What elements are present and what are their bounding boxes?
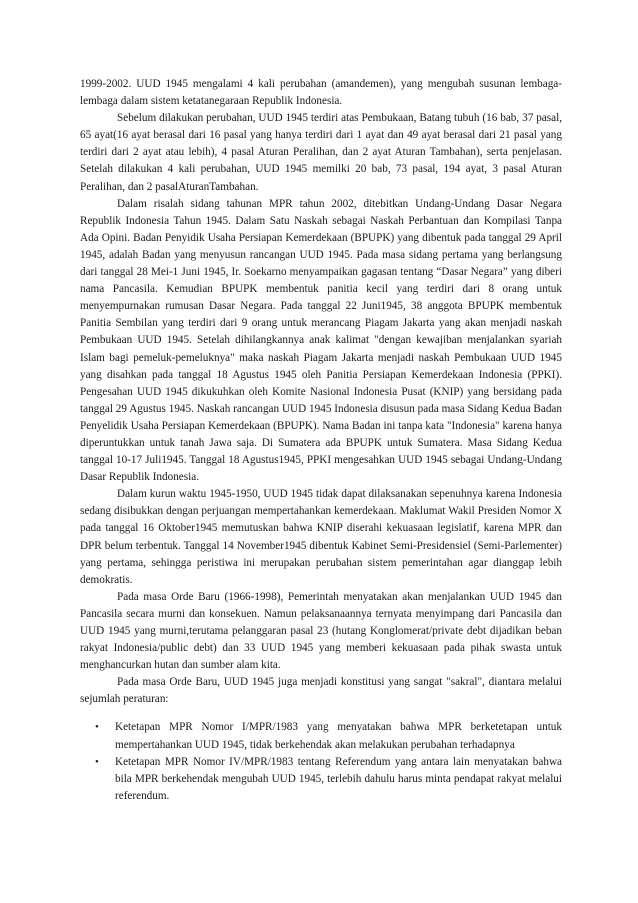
list-item-text: Ketetapan MPR Nomor IV/MPR/1983 tentang Referendum yang antara lain menyatakan bahwa bila MPR berkehendak mengubah UUD 1945, terlebih dahulu harus minta pendapat rakyat melalui referendum. <box>115 755 562 802</box>
paragraph-risalah-sidang: Dalam risalah sidang tahunan MPR tahun 2002, ditebitkan Undang-Undang Dasar Negara Republik Indonesia Tahun 1945. Dalam Satu Naskah sebagai Naskah Perbantuan dan Kompilasi Tanpa Ada Opini. Badan Penyidik Usaha Persiapan Kemerdekaan (BPUPK) yang dibentuk pada tanggal 29 April 1945, adalah Badan yang menyusun rancangan UUD 1945. Pada masa sidang pertama yang berlangsung dari tanggal 28 Mei-1 Juni 1945, Ir. Soekarno menyampaikan gagasan tentang “Dasar Negara” yang diberi nama Pancasila. Kemudian BPUPK membentuk panitia kecil yang terdiri dari 8 orang untuk menyempurnakan rumusan Dasar Negara. Pada tanggal 22 Juni1945, 38 anggota BPUPK membentuk Panitia Sembilan yang terdiri dari 9 orang untuk merancang Piagam Jakarta yang akan menjadi naskah Pembukaan UUD 1945. Setelah dihilangkannya anak kalimat "dengan kewajiban menjalankan syariah Islam bagi pemeluk-pemeluknya" maka naskah Piagam Jakarta menjadi naskah Pembukaan UUD 1945 yang disahkan pada tanggal 18 Agustus 1945 oleh Panitia Persiapan Kemerdekaan Indonesia (PPKI). Pengesahan UUD 1945 dikukuhkan oleh Komite Nasional Indonesia Pusat (KNIP) yang bersidang pada tanggal 29 Agustus 1945. Naskah rancangan UUD 1945 Indonesia disusun pada masa Sidang Kedua Badan Penyelidik Usaha Persiapan Kemerdekaan (BPUPK). Nama Badan ini tanpa kata "Indonesia" karena hanya diperuntukkan untuk tanah Jawa saja. Di Sumatera ada BPUPK untuk Sumatera. Masa Sidang Kedua tanggal 10-17 Juli1945. Tanggal 18 Agustus1945, PPKI mengesahkan UUD 1945 sebagai Undang-Undang Dasar Republik Indonesia. <box>80 197 562 484</box>
paragraph-orde-baru: Pada masa Orde Baru (1966-1998), Pemerintah menyatakan akan menjalankan UUD 1945 dan Pancasila secara murni dan konsekuen. Namun pelaksanaannya ternyata menyimpang dari Pancasila dan UUD 1945 yang murni,terutama pelanggaran pasal 23 (hutang Konglomerat/private debt dijadikan beban rakyat Indonesia/public debt) dan 33 UUD 1945 yang memberi kekuasaan pada pihak swasta untuk menghancurkan hutan dan sumber alam kita. <box>80 590 562 672</box>
paragraph-konstitusi-sakral: Pada masa Orde Baru, UUD 1945 juga menjadi konstitusi yang sangat "sakral", diantara melalui sejumlah peraturan: <box>80 676 562 706</box>
document-page <box>80 76 562 805</box>
paragraph-sebelum-perubahan: Sebelum dilakukan perubahan, UUD 1945 terdiri atas Pembukaan, Batang tubuh (16 bab, 37 pasal, 65 ayat(16 ayat berasal dari 16 pasal yang hanya terdiri dari 1 ayat dan 49 ayat berasal dari 21 pasal yang terdiri dari 2 ayat atau lebih), 4 pasal Aturan Peralihan, dan 2 ayat Aturan Tambahan), serta penjelasan. Setelah dilakukan 4 kali perubahan, UUD 1945 memilki 20 bab, 73 pasal, 194 ayat, 3 pasal Aturan Peralihan, dan 2 pasalAturanTambahan. <box>80 112 562 193</box>
bullet-icon: • <box>95 755 99 768</box>
regulation-list <box>80 719 562 804</box>
list-item-text: Ketetapan MPR Nomor I/MPR/1983 yang menyatakan bahwa MPR berketetapan untuk mempertahankan UUD 1945, tidak berkehendak akan melakukan perubahan terhadapnya <box>115 721 562 751</box>
list-item <box>80 754 562 805</box>
paragraph-kurun-1945-1950: Dalam kurun waktu 1945-1950, UUD 1945 tidak dapat dilaksanakan sepenuhnya karena Indonesia sedang disibukkan dengan perjuangan mempertahankan kemerdekaan. Maklumat Wakil Presiden Nomor X pada tanggal 16 Oktober1945 memutuskan bahwa KNIP diserahi kekuasaan legislatif, karena MPR dan DPR belum terbentuk. Tanggal 14 November1945 dibentuk Kabinet Semi-Presidensiel (Semi-Parlementer) yang pertama, sehingga peristiwa ini merupakan perubahan sistem pemerintahan agar dianggap lebih demokratis. <box>80 488 562 586</box>
bullet-icon: • <box>95 721 99 734</box>
paragraph-amandemen-continuation: 1999-2002. UUD 1945 mengalami 4 kali perubahan (amandemen), yang mengubah susunan lembaga-lembaga dalam sistem ketatanegaraan Republik Indonesia. <box>80 78 562 108</box>
list-item <box>80 719 562 753</box>
